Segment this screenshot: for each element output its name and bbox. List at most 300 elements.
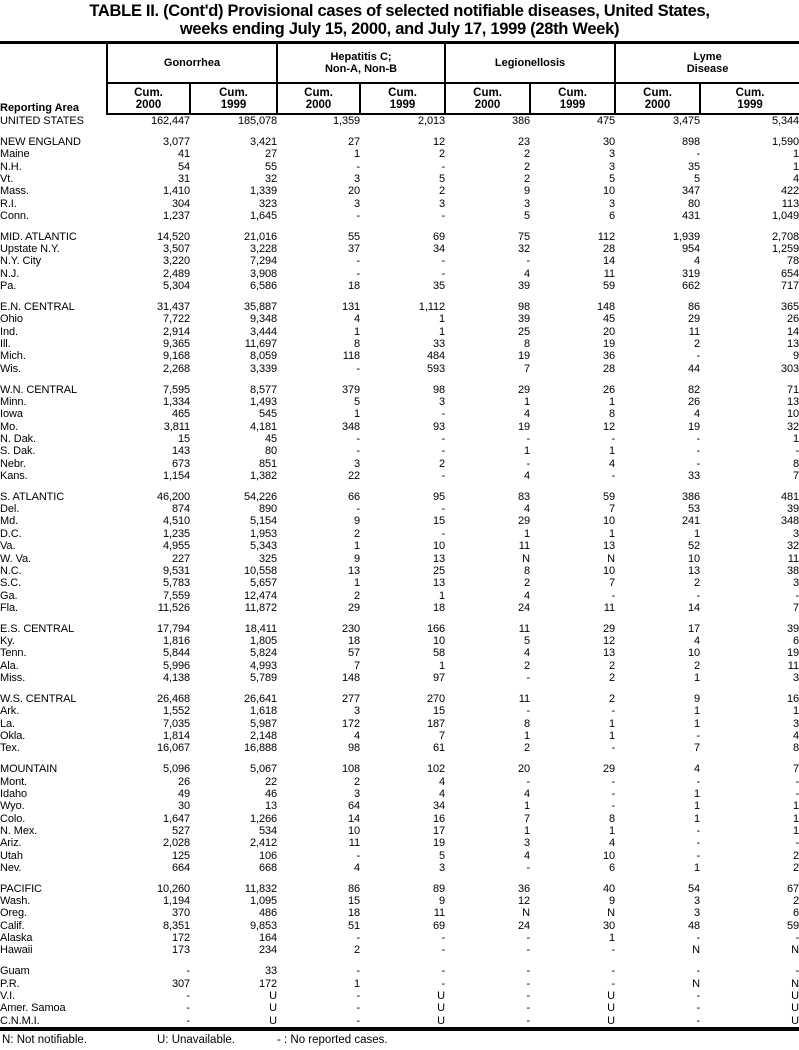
value-cell: 1,359 bbox=[332, 115, 361, 127]
area-cell: Va. bbox=[0, 540, 16, 553]
value-cell: - bbox=[356, 503, 361, 516]
value-cell: U bbox=[269, 990, 278, 1002]
value-cell: 13 bbox=[786, 338, 799, 350]
value-cell: 227 bbox=[171, 552, 190, 565]
value-cell: 45 bbox=[264, 432, 278, 445]
value-cell: 2 bbox=[523, 148, 531, 161]
value-cell: N bbox=[607, 552, 616, 565]
value-cell: 36 bbox=[517, 882, 531, 895]
value-cell: 35,887 bbox=[243, 300, 278, 313]
value-cell: 3 bbox=[609, 197, 616, 210]
value-cell: 1,154 bbox=[162, 469, 190, 482]
value-cell: 379 bbox=[341, 383, 361, 396]
value-cell: 19 bbox=[517, 420, 531, 433]
value-cell: - bbox=[611, 977, 616, 990]
value-cell: 1 bbox=[438, 325, 446, 338]
value-cell: 98 bbox=[347, 742, 361, 755]
reporting-area-header: Reporting Area bbox=[0, 43, 107, 115]
value-cell: - bbox=[611, 589, 616, 602]
subcolumn-cum-label: Cum. bbox=[558, 86, 587, 99]
value-cell: - bbox=[526, 775, 531, 788]
value-cell: 58 bbox=[432, 647, 446, 660]
value-cell: 481 bbox=[780, 490, 799, 503]
value-cell: 15 bbox=[432, 705, 446, 718]
value-cell: - bbox=[356, 362, 361, 375]
value-cell: 1 bbox=[793, 148, 799, 161]
value-cell: 13 bbox=[687, 564, 701, 577]
value-cell: - bbox=[611, 944, 616, 957]
section-gap bbox=[0, 614, 799, 623]
subcolumn-header-lyme-disease-1999 bbox=[700, 83, 799, 114]
value-cell: 131 bbox=[341, 300, 361, 313]
value-cell: 8,577 bbox=[249, 383, 278, 396]
value-cell: 3 bbox=[523, 197, 531, 210]
area-cell: N.Y. City bbox=[0, 255, 42, 268]
value-cell: 2 bbox=[523, 659, 531, 672]
page-title bbox=[0, 0, 799, 38]
value-cell: 8,059 bbox=[249, 350, 278, 363]
value-cell: 1,235 bbox=[162, 527, 190, 540]
value-cell: 69 bbox=[432, 230, 446, 243]
value-cell: 19 bbox=[786, 647, 799, 660]
value-cell: 75 bbox=[517, 230, 531, 243]
value-cell: 10,558 bbox=[243, 564, 278, 577]
area-cell: N.H. bbox=[0, 160, 22, 173]
value-cell: - bbox=[795, 837, 799, 850]
value-cell: 29 bbox=[517, 515, 531, 528]
area-cell: Oreg. bbox=[0, 907, 28, 920]
value-cell: 422 bbox=[780, 185, 799, 198]
area-cell: MID. ATLANTIC bbox=[0, 230, 77, 243]
area-cell: Okla. bbox=[0, 729, 26, 742]
area-cell: Ariz. bbox=[0, 837, 22, 850]
value-cell: 6,586 bbox=[249, 280, 278, 293]
value-cell: 4 bbox=[694, 255, 701, 268]
value-cell: 7,294 bbox=[249, 255, 278, 268]
value-cell: 7,722 bbox=[162, 313, 190, 326]
table-row bbox=[0, 433, 799, 445]
subcolumn-header-gonorrhea-1999 bbox=[190, 83, 277, 114]
value-cell: 348 bbox=[341, 420, 361, 433]
value-cell: 7 bbox=[793, 469, 799, 482]
area-cell: Wyo. bbox=[0, 800, 25, 813]
value-cell: 51 bbox=[347, 919, 361, 932]
legend-item-unavailable: U: Unavailable. bbox=[157, 1034, 235, 1047]
value-cell: 1 bbox=[793, 432, 799, 445]
value-cell: 5,783 bbox=[162, 577, 190, 590]
area-cell: Vt. bbox=[0, 172, 14, 185]
value-cell: - bbox=[356, 267, 361, 280]
table-row bbox=[0, 776, 799, 788]
value-cell: - bbox=[441, 527, 446, 540]
value-cell: N bbox=[607, 907, 616, 920]
area-cell: Ark. bbox=[0, 705, 20, 718]
table-row bbox=[0, 384, 799, 396]
value-cell: 6 bbox=[793, 635, 799, 648]
value-cell: - bbox=[696, 432, 701, 445]
value-cell: 26 bbox=[177, 775, 190, 788]
value-cell: U bbox=[269, 1002, 278, 1015]
table-row bbox=[0, 540, 799, 552]
column-group-label-line: Non-A, Non-B bbox=[324, 63, 398, 75]
value-cell: 954 bbox=[681, 243, 701, 256]
value-cell: 5,844 bbox=[162, 647, 190, 660]
table-row bbox=[0, 693, 799, 705]
value-cell: 26 bbox=[687, 395, 701, 408]
value-cell: 10 bbox=[602, 185, 616, 198]
value-cell: 125 bbox=[171, 849, 190, 862]
value-cell: 172 bbox=[171, 932, 190, 945]
value-cell: 348 bbox=[780, 515, 799, 528]
value-cell: 8 bbox=[353, 338, 361, 350]
table-row bbox=[0, 210, 799, 222]
area-cell: Mass. bbox=[0, 185, 29, 198]
value-cell: N bbox=[791, 977, 799, 990]
area-cell: Mo. bbox=[0, 420, 19, 433]
value-cell: 23 bbox=[517, 135, 531, 148]
value-cell: 4 bbox=[694, 408, 701, 421]
value-cell: 9 bbox=[353, 515, 361, 528]
table-row bbox=[0, 660, 799, 672]
value-cell: - bbox=[611, 469, 616, 482]
value-cell: 18,411 bbox=[244, 622, 278, 635]
table-row bbox=[0, 470, 799, 482]
value-cell: - bbox=[696, 849, 701, 862]
value-cell: 33 bbox=[264, 965, 278, 978]
value-cell: 3 bbox=[609, 148, 616, 161]
value-cell: 1,334 bbox=[162, 395, 190, 408]
value-cell: 3,507 bbox=[162, 243, 190, 256]
value-cell: 545 bbox=[258, 408, 278, 421]
value-cell: 21,016 bbox=[243, 230, 278, 243]
value-cell: - bbox=[526, 457, 531, 470]
value-cell: - bbox=[696, 932, 701, 945]
value-cell: 25 bbox=[432, 564, 446, 577]
value-cell: 55 bbox=[347, 230, 361, 243]
value-cell: 1 bbox=[694, 800, 701, 813]
value-cell: 3,339 bbox=[249, 362, 278, 375]
area-cell: Utah bbox=[0, 849, 23, 862]
value-cell: 39 bbox=[517, 280, 531, 293]
value-cell: 386 bbox=[511, 115, 531, 127]
column-group-hepatitis-c-non-a-non-b bbox=[277, 43, 445, 84]
value-cell: 6 bbox=[609, 209, 616, 222]
value-cell: 5,343 bbox=[249, 540, 278, 553]
value-cell: 5,996 bbox=[162, 659, 190, 672]
table-row bbox=[0, 862, 799, 874]
value-cell: 20 bbox=[602, 325, 616, 338]
value-cell: 19 bbox=[517, 350, 531, 363]
value-cell: 29 bbox=[602, 622, 616, 635]
section-gap bbox=[0, 957, 799, 966]
value-cell: 1 bbox=[694, 861, 701, 874]
value-cell: 1 bbox=[609, 527, 616, 540]
value-cell: 4 bbox=[609, 837, 616, 850]
table-row bbox=[0, 850, 799, 862]
value-cell: 37 bbox=[347, 243, 361, 256]
value-cell: 1,953 bbox=[249, 527, 278, 540]
value-cell: 80 bbox=[687, 197, 701, 210]
value-cell: 8 bbox=[523, 717, 531, 730]
value-cell: 1,112 bbox=[418, 300, 446, 313]
value-cell: 4 bbox=[523, 647, 531, 660]
value-cell: 11 bbox=[518, 692, 531, 705]
value-cell: - bbox=[356, 209, 361, 222]
section-gap bbox=[0, 222, 799, 231]
value-cell: 13 bbox=[786, 395, 799, 408]
value-cell: 78 bbox=[786, 255, 799, 268]
value-cell: - bbox=[441, 432, 446, 445]
value-cell: 19 bbox=[687, 420, 701, 433]
table-row bbox=[0, 255, 799, 267]
legend-item-no-reported-cases: - : No reported cases. bbox=[277, 1034, 388, 1047]
value-cell: 29 bbox=[687, 313, 701, 326]
value-cell: - bbox=[696, 965, 701, 978]
value-cell: - bbox=[526, 861, 531, 874]
value-cell: 30 bbox=[602, 135, 616, 148]
disease-table bbox=[0, 41, 799, 1031]
value-cell: 26,468 bbox=[156, 692, 190, 705]
value-cell: - bbox=[356, 990, 361, 1002]
value-cell: 1,814 bbox=[162, 729, 190, 742]
area-cell: N. Dak. bbox=[0, 432, 36, 445]
value-cell: U bbox=[437, 1014, 446, 1027]
value-cell: - bbox=[186, 1002, 190, 1015]
value-cell: 3 bbox=[523, 837, 531, 850]
area-cell: S. ATLANTIC bbox=[0, 490, 65, 503]
table-row bbox=[0, 565, 799, 577]
value-cell: 1,805 bbox=[249, 635, 278, 648]
value-cell: 54,226 bbox=[243, 490, 278, 503]
value-cell: - bbox=[441, 944, 446, 957]
value-cell: 86 bbox=[347, 882, 361, 895]
subcolumn-year-label: 2000 bbox=[135, 98, 162, 111]
subcolumn-cum-label: Cum. bbox=[473, 86, 502, 99]
area-cell: NEW ENGLAND bbox=[0, 135, 81, 148]
table-row bbox=[0, 280, 799, 292]
value-cell: 1,645 bbox=[249, 209, 278, 222]
value-cell: - bbox=[186, 990, 190, 1002]
value-cell: 7,595 bbox=[162, 383, 190, 396]
value-cell: - bbox=[526, 672, 531, 685]
value-cell: 4 bbox=[353, 729, 361, 742]
value-cell: 46,200 bbox=[156, 490, 190, 503]
value-cell: 41 bbox=[177, 148, 190, 161]
value-cell: N bbox=[522, 907, 531, 920]
value-cell: 17,794 bbox=[156, 622, 190, 635]
value-cell: 173 bbox=[171, 944, 190, 957]
area-cell: Idaho bbox=[0, 787, 28, 800]
subcolumn-year-label: 2000 bbox=[305, 98, 332, 111]
table-row bbox=[0, 173, 799, 185]
area-cell: Maine bbox=[0, 148, 30, 161]
table-row bbox=[0, 763, 799, 775]
section-gap bbox=[0, 482, 799, 491]
value-cell: 34 bbox=[432, 243, 446, 256]
value-cell: 304 bbox=[171, 197, 190, 210]
value-cell: 49 bbox=[177, 787, 190, 800]
value-cell: N bbox=[692, 977, 701, 990]
value-cell: - bbox=[795, 445, 799, 458]
value-cell: 148 bbox=[341, 672, 361, 685]
section-gap bbox=[0, 684, 799, 693]
value-cell: 5,154 bbox=[249, 515, 278, 528]
value-cell: 1,259 bbox=[772, 243, 799, 256]
value-cell: 1,410 bbox=[162, 185, 190, 198]
table-row bbox=[0, 718, 799, 730]
value-cell: 1,237 bbox=[162, 209, 190, 222]
value-cell: - bbox=[526, 932, 531, 945]
value-cell: 9,853 bbox=[249, 919, 278, 932]
value-cell: 9,348 bbox=[249, 313, 278, 326]
value-cell: - bbox=[526, 965, 531, 978]
value-cell: 13 bbox=[432, 577, 446, 590]
value-cell: 11 bbox=[787, 659, 799, 672]
value-cell: 32 bbox=[786, 420, 799, 433]
value-cell: 319 bbox=[681, 267, 701, 280]
value-cell: 4 bbox=[523, 503, 531, 516]
value-cell: 12 bbox=[517, 895, 531, 908]
value-cell: 4,181 bbox=[249, 420, 278, 433]
value-cell: 1 bbox=[609, 824, 616, 837]
value-cell: 1 bbox=[609, 717, 616, 730]
value-cell: 172 bbox=[341, 717, 361, 730]
value-cell: 3 bbox=[609, 160, 616, 173]
value-cell: 7 bbox=[793, 601, 799, 614]
value-cell: 277 bbox=[341, 692, 361, 705]
value-cell: 662 bbox=[681, 280, 701, 293]
value-cell: 7 bbox=[353, 659, 361, 672]
value-cell: 13 bbox=[432, 552, 446, 565]
value-cell: - bbox=[441, 977, 446, 990]
value-cell: 7,559 bbox=[162, 589, 190, 602]
table-row bbox=[0, 458, 799, 470]
value-cell: - bbox=[526, 944, 531, 957]
value-cell: - bbox=[526, 1002, 531, 1015]
table-row bbox=[0, 528, 799, 540]
area-cell: PACIFIC bbox=[0, 882, 42, 895]
table-row bbox=[0, 338, 799, 350]
value-cell: 26 bbox=[786, 313, 799, 326]
table-row bbox=[0, 313, 799, 325]
value-cell: 13 bbox=[264, 800, 278, 813]
column-group-label-line: Lyme bbox=[693, 50, 722, 63]
area-cell: N. Mex. bbox=[0, 824, 38, 837]
value-cell: 9 bbox=[523, 185, 531, 198]
value-cell: 4,955 bbox=[162, 540, 190, 553]
value-cell: 14 bbox=[347, 812, 361, 825]
value-cell: 59 bbox=[602, 490, 616, 503]
value-cell: 1,618 bbox=[249, 705, 278, 718]
value-cell: 1,552 bbox=[162, 705, 190, 718]
table-row bbox=[0, 301, 799, 313]
value-cell: 185,078 bbox=[237, 115, 278, 127]
value-cell: 4 bbox=[523, 589, 531, 602]
value-cell: 164 bbox=[258, 932, 278, 945]
value-cell: 10 bbox=[432, 540, 446, 553]
value-cell: 2,489 bbox=[162, 267, 190, 280]
area-cell: C.N.M.I. bbox=[0, 1014, 40, 1027]
value-cell: 10 bbox=[602, 849, 616, 862]
value-cell: 3 bbox=[793, 527, 799, 540]
area-cell: Mont. bbox=[0, 775, 28, 788]
value-cell: - bbox=[611, 965, 616, 978]
table-row bbox=[0, 326, 799, 338]
table-row bbox=[0, 268, 799, 280]
table-row bbox=[0, 800, 799, 812]
value-cell: 2 bbox=[353, 775, 361, 788]
value-cell: 118 bbox=[342, 350, 361, 363]
value-cell: 44 bbox=[687, 362, 701, 375]
value-cell: 11 bbox=[433, 907, 446, 920]
value-cell: 10 bbox=[347, 824, 361, 837]
value-cell: 370 bbox=[171, 907, 190, 920]
table-row bbox=[0, 445, 799, 457]
area-cell: Md. bbox=[0, 515, 19, 528]
value-cell: 1,049 bbox=[772, 209, 799, 222]
value-cell: 1,339 bbox=[249, 185, 278, 198]
subcolumn-cum-label: Cum. bbox=[134, 86, 163, 99]
value-cell: 10 bbox=[602, 564, 616, 577]
value-cell: 7 bbox=[523, 812, 531, 825]
value-cell: 13 bbox=[347, 564, 361, 577]
value-cell: 8 bbox=[609, 408, 616, 421]
subcolumn-header-legionellosis-1999 bbox=[530, 83, 615, 114]
value-cell: 9,168 bbox=[162, 350, 190, 363]
value-cell: 5,304 bbox=[162, 280, 190, 293]
value-cell: 3 bbox=[793, 577, 799, 590]
value-cell: 15 bbox=[432, 515, 446, 528]
value-cell: - bbox=[356, 1002, 361, 1015]
value-cell: 11 bbox=[348, 837, 361, 850]
value-cell: 5,096 bbox=[162, 763, 190, 776]
area-cell: Nev. bbox=[0, 861, 22, 874]
value-cell: - bbox=[526, 705, 531, 718]
column-group-gonorrhea bbox=[107, 43, 277, 84]
value-cell: - bbox=[696, 824, 701, 837]
area-cell: Fla. bbox=[0, 601, 18, 614]
table-row bbox=[0, 363, 799, 375]
value-cell: 2,412 bbox=[249, 837, 278, 850]
value-cell: U bbox=[791, 990, 799, 1002]
table-row bbox=[0, 990, 799, 1002]
value-cell: 347 bbox=[681, 185, 701, 198]
value-cell: 11,697 bbox=[244, 338, 278, 350]
value-cell: 654 bbox=[780, 267, 799, 280]
value-cell: - bbox=[526, 432, 531, 445]
value-cell: - bbox=[186, 965, 190, 978]
value-cell: 2 bbox=[438, 457, 446, 470]
area-cell: Mich. bbox=[0, 350, 26, 363]
value-cell: N bbox=[791, 944, 799, 957]
value-cell: 20 bbox=[517, 763, 531, 776]
value-cell: 9,531 bbox=[162, 564, 190, 577]
value-cell: 5 bbox=[438, 849, 446, 862]
table-row bbox=[0, 396, 799, 408]
value-cell: 46 bbox=[264, 787, 278, 800]
value-cell: 3,475 bbox=[673, 115, 701, 127]
value-cell: 4,510 bbox=[162, 515, 190, 528]
area-cell: W. Va. bbox=[0, 552, 31, 565]
value-cell: 108 bbox=[341, 763, 361, 776]
value-cell: 86 bbox=[687, 300, 701, 313]
table-row bbox=[0, 907, 799, 919]
value-cell: - bbox=[611, 775, 616, 788]
value-cell: 4 bbox=[523, 849, 531, 862]
value-cell: 25 bbox=[517, 325, 531, 338]
value-cell: 1 bbox=[793, 160, 799, 173]
value-cell: 8 bbox=[793, 457, 799, 470]
